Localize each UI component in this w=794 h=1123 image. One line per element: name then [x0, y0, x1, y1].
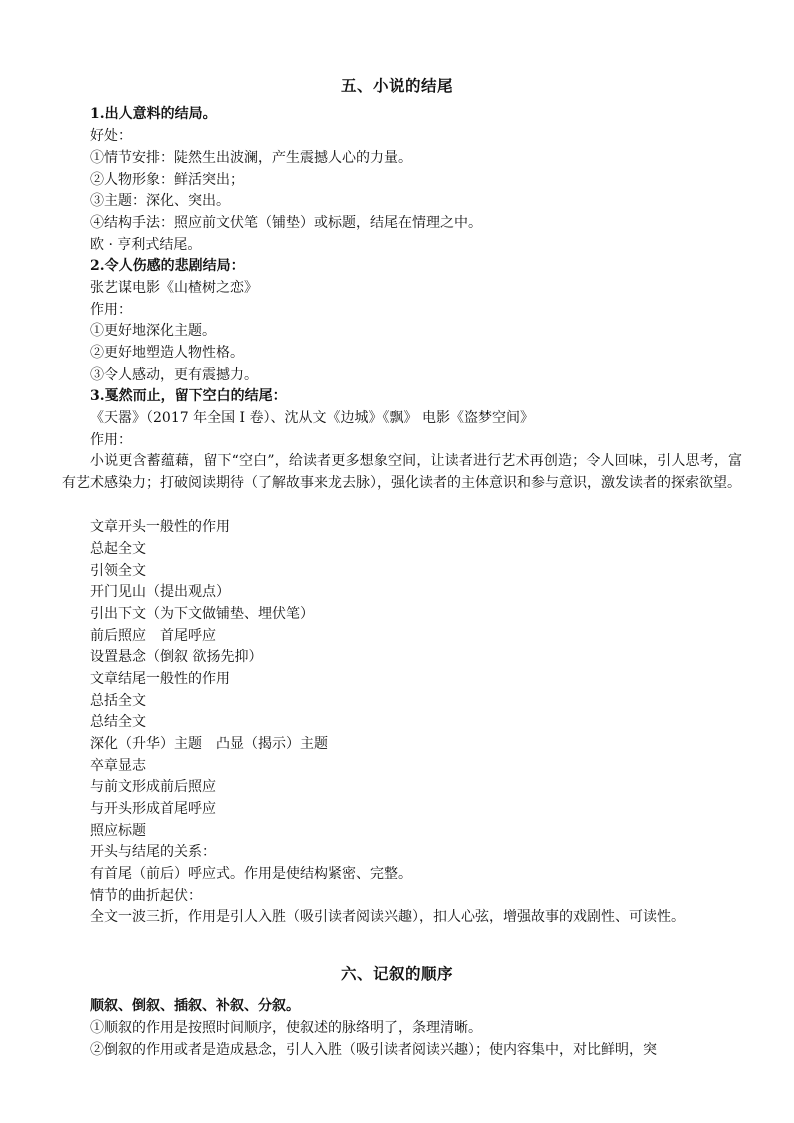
text-line: ②更好地塑造人物性格。	[90, 345, 244, 361]
text-line: 文章开头一般性的作用	[90, 519, 230, 535]
section-title: 五、小说的结尾	[340, 76, 453, 95]
paragraph-effect: 小说更含蓄蕴藉，留下“空白”，给读者更多想象空间，让读者进行艺术再创造；令人回味，引人思考，富有艺术感染力；打破阅读期待（了解故事来龙去脉），强化读者的主体意识和参与意识，激发读者的探索欲望。	[62, 453, 742, 491]
text-line: 前后照应 首尾呼应	[90, 628, 216, 644]
benefit-label: 好处：	[90, 128, 132, 144]
text-line: 引领全文	[90, 563, 146, 579]
text-line: ①情节安排：陡然生出波澜，产生震撼人心的力量。	[90, 150, 412, 166]
text-line: 总括全文	[90, 693, 146, 709]
text-line: ①更好地深化主题。	[90, 323, 216, 339]
text-line: 张艺谋电影《山楂树之恋》	[90, 280, 258, 296]
text-line: 情节的曲折起伏：	[90, 888, 202, 904]
text-line: ②人物形象：鲜活突出；	[90, 172, 244, 188]
paragraph-plot: 全文一波三折，作用是引人入胜（吸引读者阅读兴趣），扣人心弦，增强故事的戏剧性、可读性。	[90, 909, 685, 925]
text-line: ①顺叙的作用是按照时间顺序，使叙述的脉络明了，条理清晰。	[90, 1020, 482, 1036]
text-line: ③主题：深化、突出。	[90, 193, 230, 209]
text-line: 卒章显志	[90, 758, 146, 774]
text-line: 开头与结尾的关系：	[90, 844, 216, 860]
section-title: 六、记叙的顺序	[340, 964, 453, 983]
text-line: 与前文形成前后照应	[90, 779, 216, 795]
text-line: 与开头形成首尾呼应	[90, 801, 216, 817]
text-line: 设置悬念（倒叙 欲扬先抑）	[90, 649, 263, 665]
text-line: 引出下文（为下文做铺垫、埋伏笔）	[90, 606, 314, 622]
effect-label: 作用：	[90, 432, 132, 448]
heading-tragic-ending: 2.令人伤感的悲剧结局：	[90, 258, 245, 274]
text-line: ④结构手法：照应前文伏笔（铺垫）或标题，结尾在情理之中。	[90, 215, 482, 231]
text-line: 深化（升华）主题 凸显（揭示）主题	[90, 736, 328, 752]
heading-abrupt-ending: 3.戛然而止，留下空白的结尾：	[90, 388, 287, 404]
text-line: ②倒叙的作用或者是造成悬念，引人入胜（吸引读者阅读兴趣）；使内容集中，对比鲜明，突	[90, 1042, 657, 1058]
text-line: 《天嚣》（2017 年全国 I 卷）、沈从文《边城》《飘》 电影《盗梦空间》	[90, 410, 534, 426]
text-line: 文章结尾一般性的作用	[90, 671, 230, 687]
heading-unexpected-ending: 1.出人意料的结局。	[90, 106, 217, 122]
text-line: 开门见山（提出观点）	[90, 584, 230, 600]
text-line: 有首尾（前后）呼应式。作用是使结构紧密、完整。	[90, 866, 412, 882]
text-line: 欧 · 亨利式结尾。	[90, 237, 202, 253]
text-line: 总起全文	[90, 541, 146, 557]
text-line: ③令人感动，更有震撼力。	[90, 367, 258, 383]
heading-narrative-order: 顺叙、倒叙、插叙、补叙、分叙。	[90, 998, 300, 1014]
text-line: 照应标题	[90, 823, 146, 839]
effect-label: 作用：	[90, 302, 132, 318]
text-line: 总结全文	[90, 714, 146, 730]
